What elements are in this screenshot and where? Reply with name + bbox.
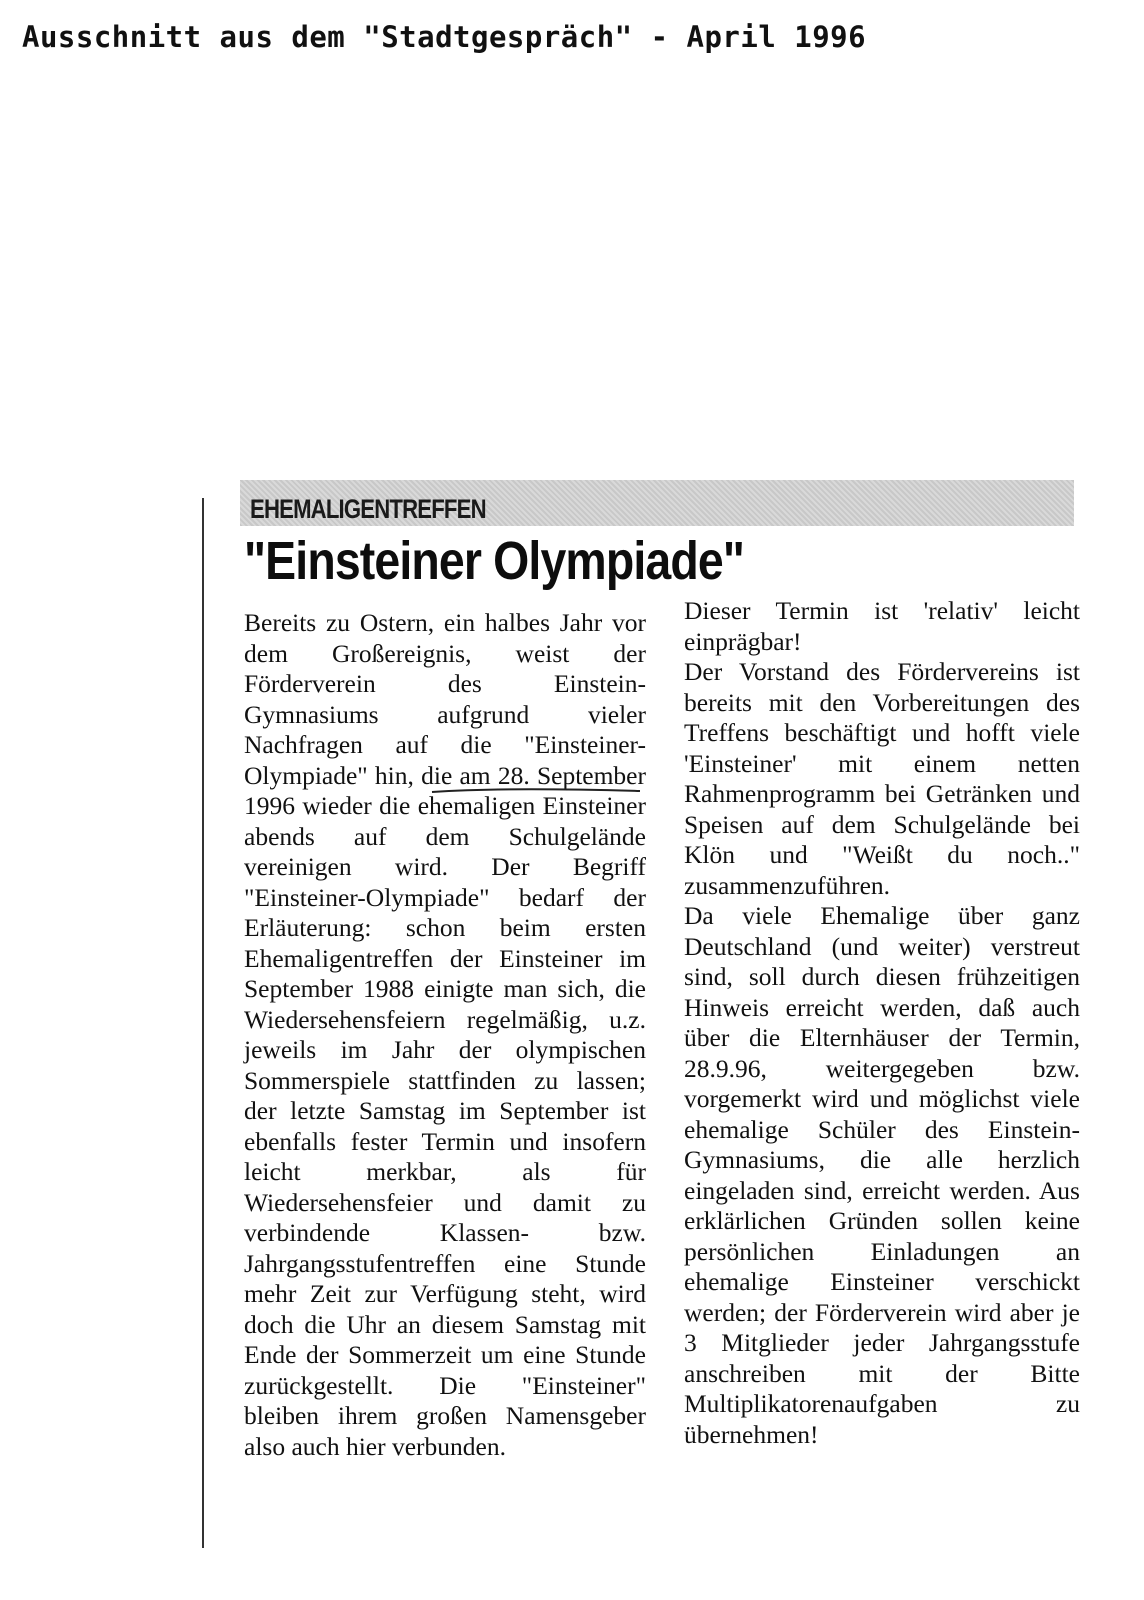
article-paragraph: Bereits zu Ostern, ein halbes Jahr vor dem Großereignis, weist der Förderverein des Einstein-Gymnasiums aufgrund vieler Nachfragen auf die "Einsteiner-Olympiade" hin, die am 28. September 1996 wieder die ehemaligen Einsteiner abends auf dem Schulgelände vereinigen wird. Der Begriff "Einsteiner-Olympiade" bedarf der Erläuterung: schon beim ersten Ehemaligentreffen der Einsteiner im September 1988 einigte man sich, die Wiedersehensfeiern regelmäßig, u.z. jeweils im Jahr der olympischen Sommerspiele stattfinden zu lassen; der letzte Samstag im September ist ebenfalls fester Termin und insofern leicht merkbar, als für Wiedersehensfeier und damit zu verbindende Klassen- bzw. Jahrgangsstufentreffen eine Stunde mehr Zeit zur Verfügung steht, wird doch die Uhr an diesem Samstag mit Ende der Sommerzeit um eine Stunde zurückgestellt. Die "Einsteiner" bleiben ihrem großen Namensgeber also auch hier verbunden.	[244, 608, 646, 1461]
article-paragraph: Da viele Ehemalige über ganz Deutschland (und weiter) verstreut sind, soll durch diesen frühzeitigen Hinweis erreicht werden, daß auch über die Elternhäuser der Termin, 28.9.96, weitergegeben bzw. vorgemerkt wird und möglichst viele ehemalige Schüler des Einstein-Gymnasiums, die alle herzlich eingeladen sind, erreicht werden. Aus erklärlichen Gründen sollen keine persönlichen Einladungen an ehemalige Einsteiner verschickt werden; der Förderverein wird aber je 3 Mitglieder jeder Jahrgangsstufe anschreiben mit der Bitte Multiplikatorenaufgaben zu übernehmen!	[684, 901, 1080, 1449]
article-column-left	[244, 608, 646, 1462]
clipping-caption: Ausschnitt aus dem "Stadtgespräch" - April 1996	[22, 20, 867, 54]
handwritten-underline	[430, 786, 642, 796]
article-column-right	[684, 596, 1080, 1450]
article-headline: "Einsteiner Olympiade"	[244, 531, 744, 591]
rubric-label: EHEMALIGENTREFFEN	[250, 494, 486, 524]
article-paragraph: Dieser Termin ist 'relativ' leicht einprägbar!	[684, 596, 1080, 656]
column-rule	[202, 498, 204, 1548]
newspaper-clipping	[200, 480, 1080, 1560]
article-paragraph: Der Vorstand des Fördervereins ist bereits mit den Vorbereitungen des Treffens beschäftigt und hofft viele 'Einsteiner' mit einem netten Rahmenprogramm bei Getränken und Speisen auf dem Schulgelände bei Klön und "Weißt du noch.." zusammenzuführen.	[684, 657, 1080, 900]
